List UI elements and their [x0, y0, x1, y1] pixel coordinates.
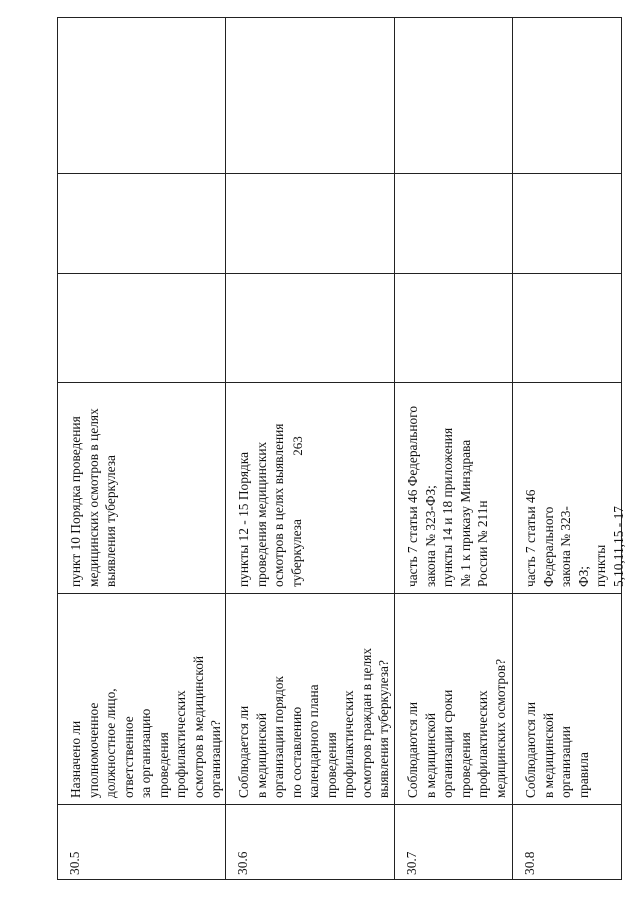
reference-text: часть 7 статьи 46 Федерального закона № 323-ФЗ; пункты 14 и 18 приложения № 1 к приказу Минздрава России № 211н: [405, 405, 490, 587]
question-text: Соблюдаются ли в медицинской организации сроки проведения профилактических медицинских осмотров?: [405, 658, 508, 798]
row-number: 30.6: [235, 851, 250, 875]
column-divider: [58, 273, 621, 274]
question-text: Соблюдаются ли в медицинской организации правила: [523, 701, 591, 798]
row-divider: [512, 18, 513, 879]
row-number: 30.7: [404, 851, 419, 875]
column-divider: [58, 173, 621, 174]
question-text: Соблюдается ли в медицинской организации порядок по составлению календарного плана проведения профилактических осмотров граждан в целях выявления туберкулеза?: [236, 647, 391, 798]
reference-text: пункты 12 - 15 Порядка проведения медицинских осмотров в целях выявления туберкулеза: [236, 423, 304, 587]
checklist-table: [57, 17, 626, 880]
page-number: 263: [290, 436, 305, 456]
column-divider: [58, 804, 621, 805]
row-divider: [394, 18, 395, 879]
column-divider: [58, 382, 621, 383]
row-divider: [225, 18, 226, 879]
column-divider: [58, 593, 621, 594]
reference-text: пункт 10 Порядка проведения медицинских осмотров в целях выявления туберкулеза: [68, 408, 118, 587]
row-number: 30.8: [522, 851, 537, 875]
question-text: Назначено ли уполномоченное должностное лицо, ответственное за организацию проведения профилактических осмотров в медицинской организации?: [68, 655, 223, 798]
row-number: 30.5: [67, 851, 82, 875]
reference-text: часть 7 статьи 46 Федерального закона № 323-ФЗ; пункты 5,10,11,15 - 17: [523, 489, 626, 587]
